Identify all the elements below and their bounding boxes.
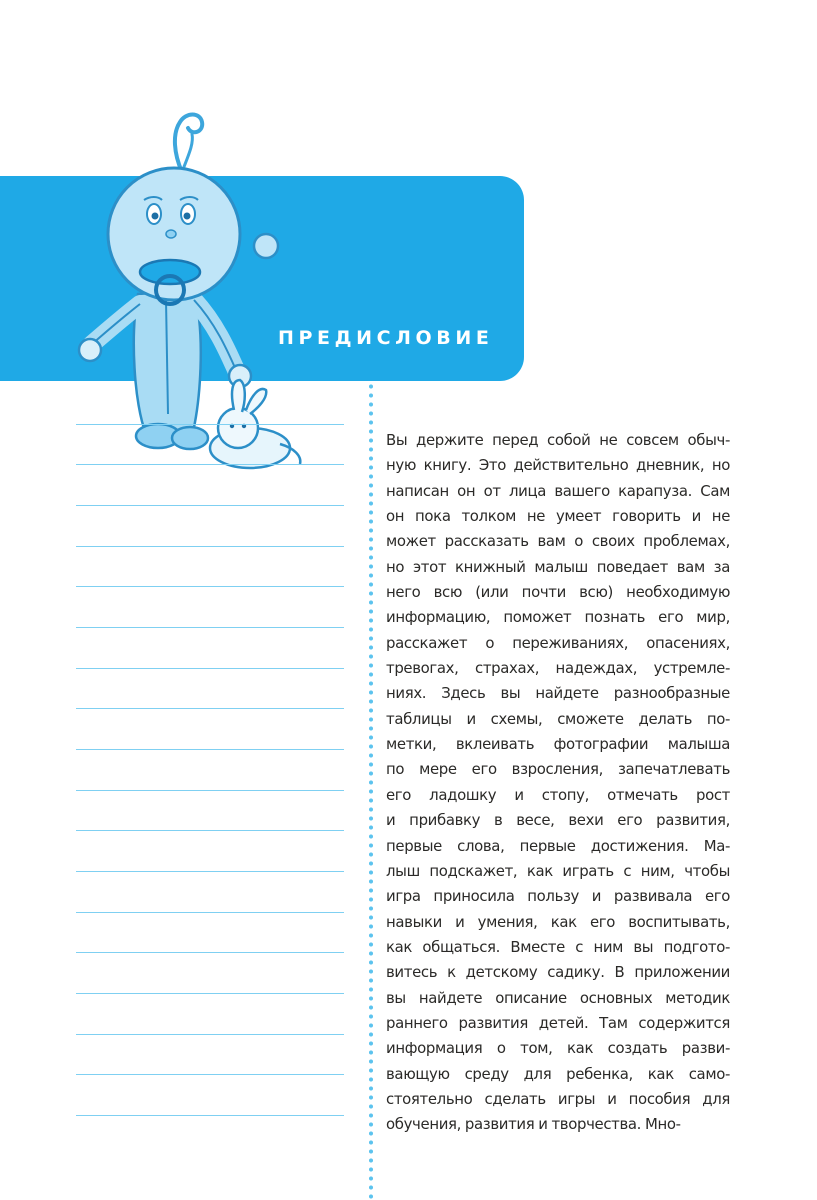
text-line: вающую среду для ребенка, как само-	[386, 1064, 730, 1083]
text-line: и прибавку в весе, вехи его развития,	[386, 811, 730, 830]
text-line: его ладошку и стопу, отмечать рост	[386, 785, 730, 804]
text-line: но этот книжный малыш поведает вам за	[386, 557, 730, 576]
note-lines	[76, 0, 344, 1200]
note-line	[76, 424, 344, 425]
note-line	[76, 993, 344, 994]
note-line	[76, 952, 344, 953]
text-line: информацию, поможет познать его мир,	[386, 608, 730, 627]
note-line	[76, 1115, 344, 1116]
text-line: информация о том, как создать разви-	[386, 1039, 730, 1058]
text-line: лыш подскажет, как играть с ним, чтобы	[386, 861, 730, 880]
note-line	[76, 708, 344, 709]
dotted-divider	[369, 382, 373, 1200]
text-line: игра приносила пользу и развивала его	[386, 887, 730, 906]
note-line	[76, 749, 344, 750]
text-line: Вы держите перед собой не совсем обыч-	[386, 431, 730, 449]
text-line: ную книгу. Это действительно дневник, но	[386, 456, 730, 475]
note-line	[76, 627, 344, 628]
text-line: навыки и умения, как его воспитывать,	[386, 912, 730, 931]
text-line: ниях. Здесь вы найдете разнообразные	[386, 684, 730, 703]
text-line: обучения, развития и творчества. Мно-	[386, 1115, 681, 1134]
text-line: он пока толком не умеет говорить и не	[386, 507, 730, 526]
note-line	[76, 668, 344, 669]
page-title: ПРЕДИСЛОВИЕ	[278, 327, 494, 349]
text-line: стоятельно сделать игры и пособия для	[386, 1089, 730, 1108]
note-line	[76, 1034, 344, 1035]
text-line: таблицы и схемы, сможете делать по-	[386, 709, 730, 728]
text-line: тревогах, страхах, надеждах, устремле-	[386, 659, 730, 678]
note-line	[76, 1074, 344, 1075]
text-line: первые слова, первые достижения. Ма-	[386, 836, 730, 855]
text-line: витесь к детскому садику. В приложении	[386, 963, 730, 982]
note-line	[76, 871, 344, 872]
note-line	[76, 546, 344, 547]
text-line: написан он от лица вашего карапуза. Сам	[386, 481, 730, 500]
text-line: него всю (или почти всю) необходимую	[386, 583, 730, 602]
text-line: расскажет о переживаниях, опасениях,	[386, 633, 730, 652]
note-line	[76, 830, 344, 831]
note-line	[76, 912, 344, 913]
note-line	[76, 790, 344, 791]
text-line: раннего развития детей. Там содержится	[386, 1013, 730, 1032]
note-line	[76, 505, 344, 506]
text-line: по мере его взросления, запечатлевать	[386, 760, 730, 779]
note-line	[76, 586, 344, 587]
body-text	[386, 428, 730, 1138]
note-line	[76, 464, 344, 465]
text-line: вы найдете описание основных методик	[386, 988, 730, 1007]
text-line: метки, вклеивать фотографии малыша	[386, 735, 730, 754]
text-line: как общаться. Вместе с ним вы подгото-	[386, 937, 730, 956]
text-line: может рассказать вам о своих проблемах,	[386, 532, 730, 551]
